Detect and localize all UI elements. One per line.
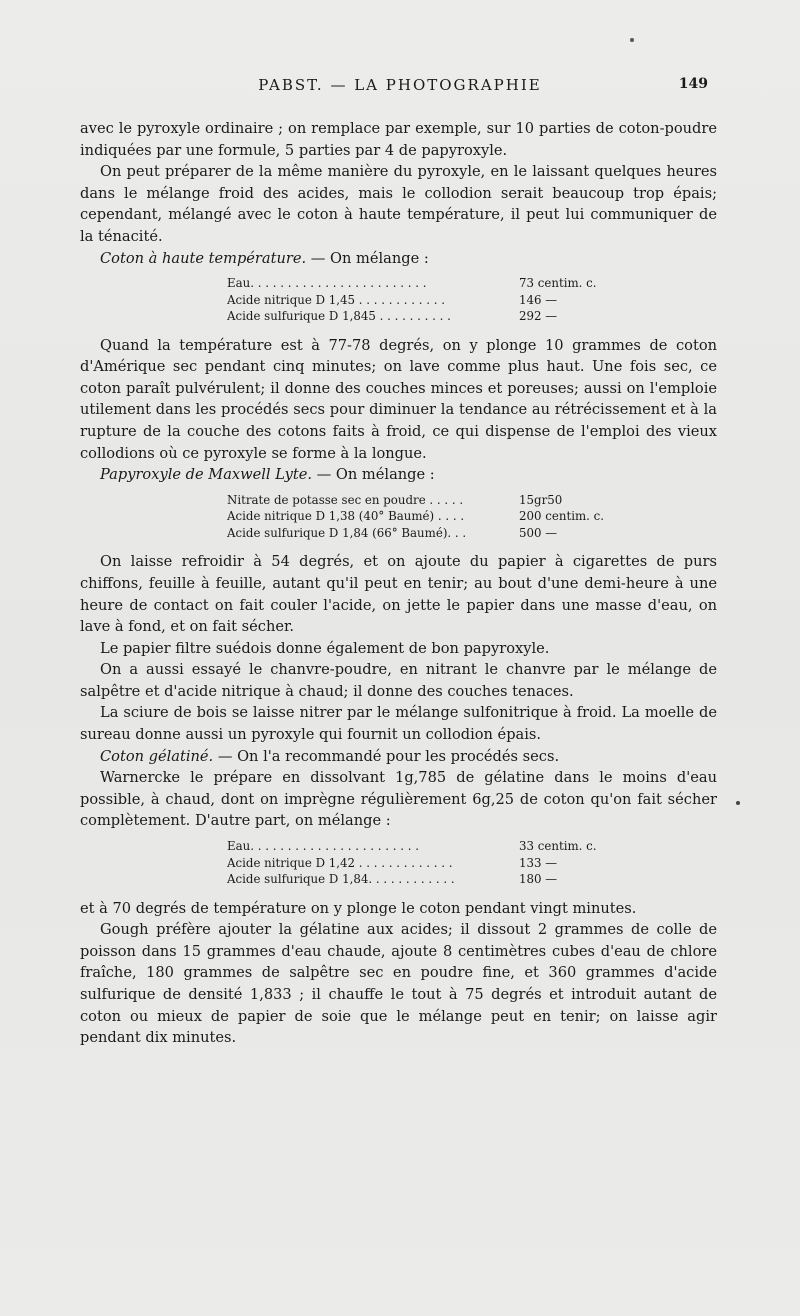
recipe-table xyxy=(227,275,647,325)
section-lead: — On mélange : xyxy=(306,249,429,267)
section-heading xyxy=(80,248,717,270)
running-header xyxy=(0,76,800,100)
ingredient-value: 200 centim. c. xyxy=(519,509,605,524)
ingredient-value: 73 centim. c. xyxy=(519,276,597,291)
ingredient-label: Nitrate de potasse sec en poudre . . . . . xyxy=(227,492,464,507)
ingredient-label: Acide nitrique D 1,42 . . . . . . . . . . . . . xyxy=(227,855,453,870)
table-row xyxy=(227,871,647,888)
table-row xyxy=(227,308,647,325)
paragraph: Le papier filtre suédois donne également de bon papyroxyle. xyxy=(100,639,550,657)
table-row xyxy=(227,292,647,309)
ingredient-value: 146 — xyxy=(519,292,558,307)
section-heading xyxy=(80,464,717,486)
section-lead: — On l'a recommandé pour les procédés secs. xyxy=(213,747,560,765)
ingredient-value: 133 — xyxy=(519,855,558,870)
speck-mark xyxy=(736,801,740,805)
table-row xyxy=(227,855,647,872)
ingredient-label: Eau. . . . . . . . . . . . . . . . . . . . . . . xyxy=(227,839,419,854)
ingredient-value: 500 — xyxy=(519,525,558,540)
ingredient-value: 292 — xyxy=(519,309,558,324)
table-row xyxy=(227,838,647,855)
table-row xyxy=(227,492,647,509)
running-title: PABST. — LA PHOTOGRAPHIE xyxy=(258,76,542,94)
ingredient-value: 15gr50 xyxy=(519,492,563,507)
paragraph: et à 70 degrés de température on y plonge le coton pendant vingt minutes. xyxy=(80,899,637,917)
ingredient-label: Acide sulfurique D 1,845 . . . . . . . . . . xyxy=(227,309,451,324)
section-title: Papyroxyle de Maxwell Lyte. xyxy=(100,466,313,484)
recipe-table xyxy=(227,838,647,888)
table-row xyxy=(227,525,647,542)
recipe-table xyxy=(227,492,647,542)
paragraph: La sciure de bois se laisse nitrer par le mélange sulfonitrique à froid. La moelle de sureau donne aussi un pyroxyle qui fournit un collodion épais. xyxy=(80,704,717,744)
ingredient-value: 33 centim. c. xyxy=(519,839,597,854)
ingredient-label: Acide nitrique D 1,38 (40° Baumé) . . . . xyxy=(227,509,465,524)
section-title: Coton à haute température. xyxy=(100,249,307,267)
paragraph: Quand la température est à 77-78 degrés, on y plonge 10 grammes de coton d'Amérique sec pendant cinq minutes; on lave comme plus haut. Une fois sec, ce coton paraît pulvérulent; il donne des couches minces et poreuses; aussi on l'emploie utilement dans les procédés secs pour diminuer la tendance au rétrécissement et à la rupture de la couche des cotons faits à froid, ce qui dispense de l'emploi des vieux collodions où ce pyroxyle se forme à la longue. xyxy=(80,336,717,462)
ingredient-label: Acide nitrique D 1,45 . . . . . . . . . . . . xyxy=(227,292,446,307)
paragraph: avec le pyroxyle ordinaire ; on remplace par exemple, sur 10 parties de coton-poudre indiquées par une formule, 5 parties par 4 de papyroxyle. xyxy=(80,120,717,159)
paragraph: On a aussi essayé le chanvre-poudre, en nitrant le chanvre par le mélange de salpêtre et d'acide nitrique à chaud; il donne des couches tenaces. xyxy=(80,661,717,700)
paragraph: Gough préfère ajouter la gélatine aux acides; il dissout 2 grammes de colle de poisson dans 15 grammes d'eau chaude, ajoute 8 centimètres cubes d'eau de chlore fraîche, 180 grammes de salpêtre sec en poudre fine, et 360 grammes d'acide sulfurique de densité 1,833 ; il chauffe le tout à 75 degrés et introduit autant de coton ou mieux de papier de soie que le mélange peut en tenir; on laisse agir pendant dix minutes. xyxy=(80,921,717,1047)
speck-mark xyxy=(630,38,634,42)
table-row xyxy=(227,275,647,292)
page-body xyxy=(80,118,717,1049)
ingredient-value: 180 — xyxy=(519,872,558,887)
ingredient-label: Acide sulfurique D 1,84. . . . . . . . . . . . xyxy=(227,872,455,887)
table-row xyxy=(227,508,647,525)
section-heading xyxy=(80,746,717,768)
paragraph: On peut préparer de la même manière du pyroxyle, en le laissant quelques heures dans le mélange froid des acides, mais le collodion serait beaucoup trop épais; cependant, mélangé avec le coton à haute température, il peut lui communiquer de la ténacité. xyxy=(80,163,717,245)
paragraph: Warnercke le prépare en dissolvant 1g,785 de gélatine dans le moins d'eau possible, à chaud, dont on imprègne régulièrement 6g,25 de coton qu'on fait sécher complètement. D'autre part, on mélange : xyxy=(80,769,717,830)
page-number: 149 xyxy=(678,76,708,92)
ingredient-label: Eau. . . . . . . . . . . . . . . . . . . . . . . . xyxy=(227,276,427,291)
section-title: Coton gélatiné. xyxy=(100,747,214,765)
paragraph: On laisse refroidir à 54 degrés, et on ajoute du papier à cigarettes de purs chiffons, feuille à feuille, autant qu'il peut en tenir; au bout d'une demi-heure à une heure de contact on fait couler l'acide, on jette le papier dans une masse d'eau, on lave à fond, et on fait sécher. xyxy=(80,553,717,636)
ingredient-label: Acide sulfurique D 1,84 (66° Baumé). . . xyxy=(227,525,467,540)
section-lead: — On mélange : xyxy=(312,466,435,484)
